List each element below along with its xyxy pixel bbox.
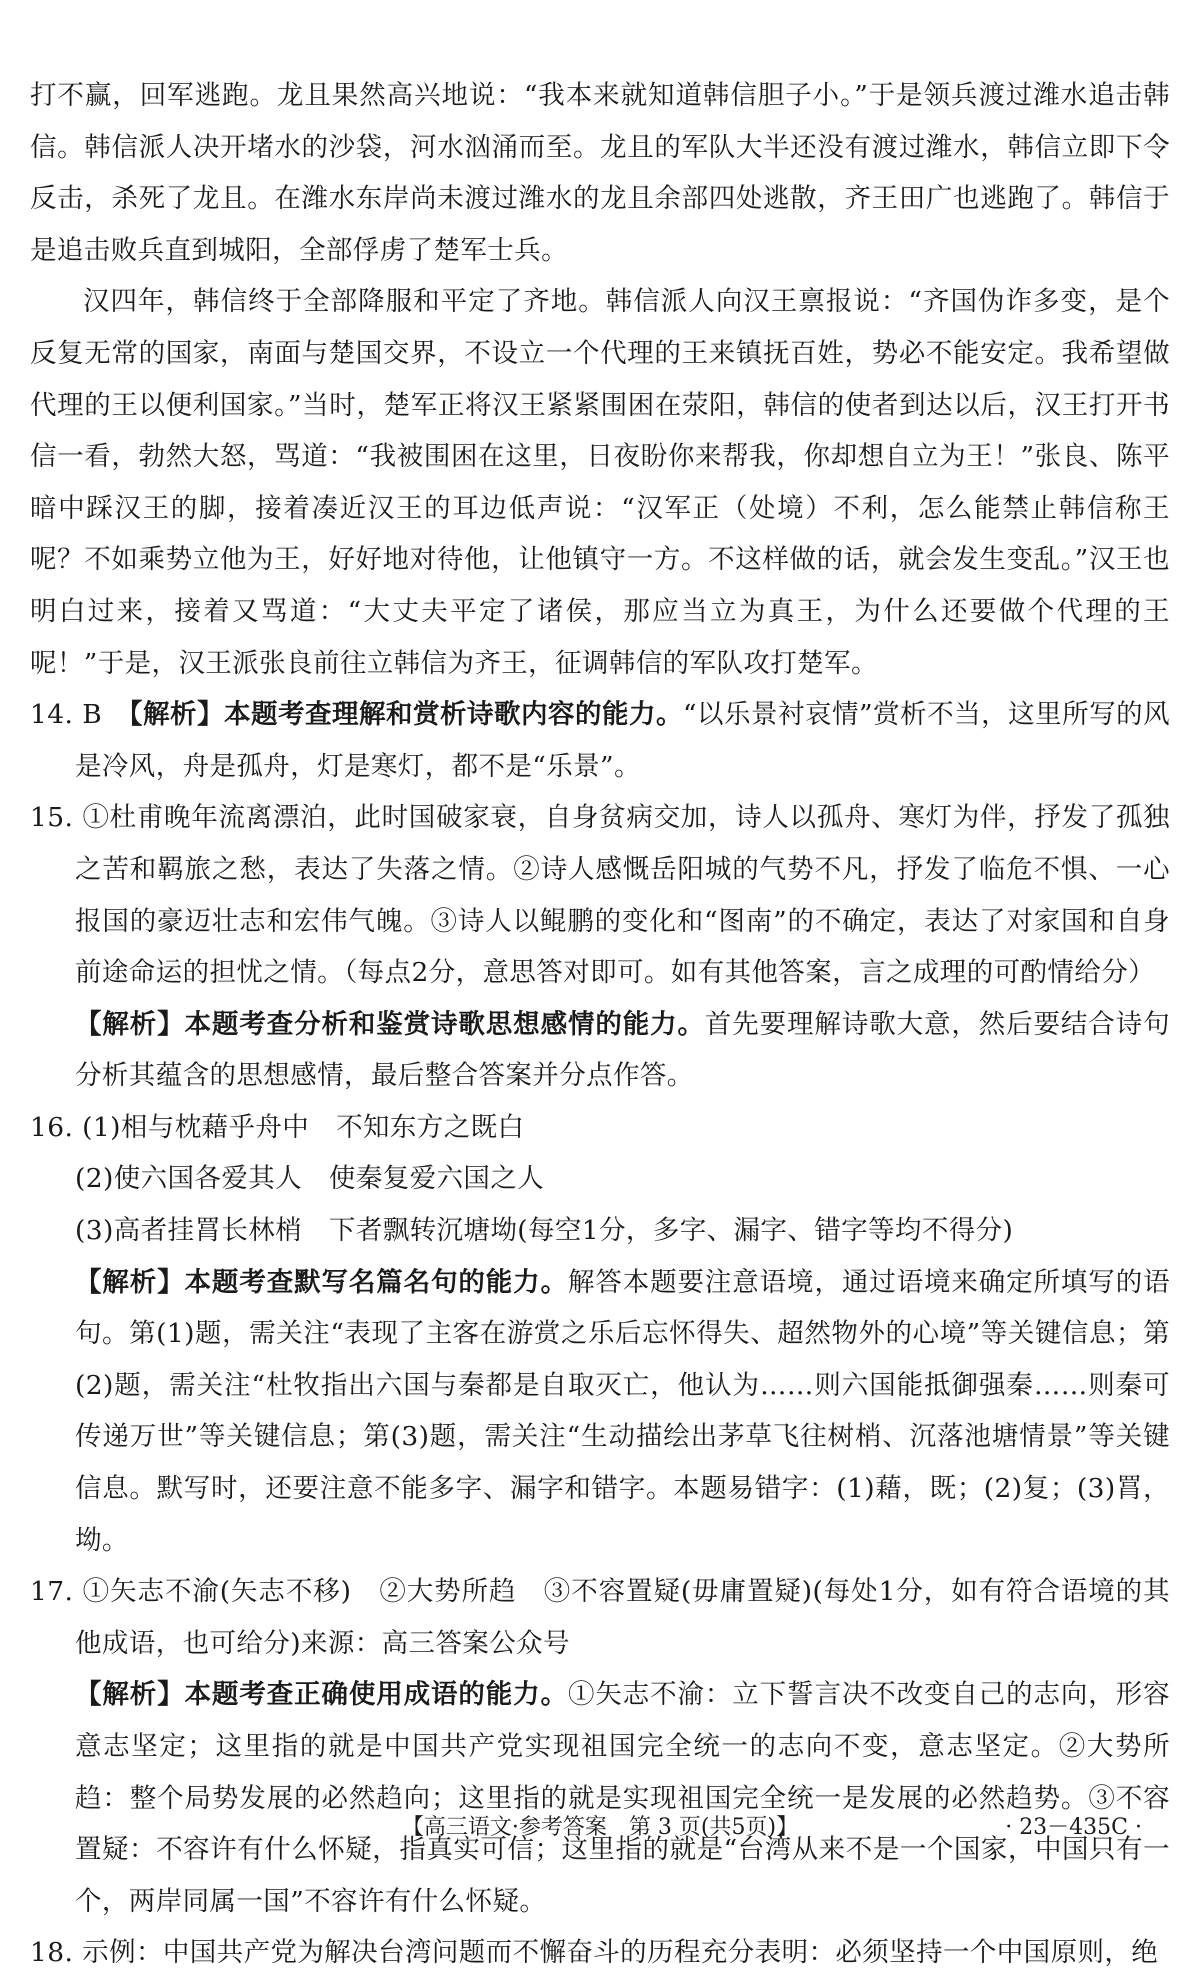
footer-code: · 23－435C · [1005,1815,1142,1840]
answer-18: 18. 示例：中国共产党为解决台湾问题而不懈奋斗的历程充分表明：必须坚持一个中国原则，绝 [30,1937,1159,1969]
analysis-text: 解答本题要注意语境，通过语境来确定所填写的语句。第(1)题，需关注“表现了主客在游赏之乐后忘怀得失、超然物外的心境”等关键信息；第(2)题，需关注“杜牧指出六国与秦都是自取灭亡，他认为……则六国能抵御强秦……则秦可传递万世”等关键信息；第(3)题，需关注“生动描绘出茅草飞往树梢、沉落池塘情景”等关键信息。默写时，还要注意不能多字、漏字和错字。本题易错字：(1)藉，既；(2)复；(3)罥，坳。 [75,1266,1170,1556]
answer-16-line: (2)使六国各爱其人 使秦复爱六国之人 [75,1163,545,1195]
analysis-tag: 【解析】 [75,1008,185,1040]
analysis-text: ①矢志不渝：立下誓言决不改变自己的志向，形容意志坚定；这里指的就是中国共产党实现祖国完全统一的志向不变，意志坚定。②大势所趋：整个局势发展的必然趋向；这里指的就是实现祖国完全统一是发展的必然趋势。③不容置疑：不容许有什么怀疑，指真实可信；这里指的就是“台湾从来不是一个国家，中国只有一个，两岸同属一国”不容许有什么怀疑。 [75,1679,1170,1917]
analysis-15 [30,999,1170,1102]
analysis-tag: 【解析】 [129,699,224,731]
answer-15: 15. ①杜甫晚年流离漂泊，此时国破家衰，自身贫病交加，诗人以孤舟、寒灯为伴，抒发了孤独之苦和羁旅之愁，表达了失落之情。②诗人感慨岳阳城的气势不凡，抒发了临危不惧、一心报国的豪迈壮志和宏伟气魄。③诗人以鲲鹏的变化和“图南”的不确定，表达了对家国和自身前途命运的担忧之情。（每点2分，意思答对即可。如有其他答案，言之成理的可酌情给分） [30,802,1170,989]
analysis-tag: 【解析】 [75,1679,185,1711]
answer-16-line: (3)高者挂罥长林梢 下者飘转沉塘坳(每空1分，多字、漏字、错字等均不得分) [75,1215,1014,1247]
analysis-bold: 本题考查默写名篇名句的能力。 [184,1266,568,1298]
translation-paragraph: 打不赢，回军逃跑。龙且果然高兴地说：“我本来就知道韩信胆子小。”于是领兵渡过潍水追击韩信。韩信派人决开堵水的沙袋，河水汹涌而至。龙且的军队大半还没有渡过潍水，韩信立即下令反击，杀死了龙且。在潍水东岸尚未渡过潍水的龙且余部四处逃散，齐王田广也逃跑了。韩信于是追击败兵直到城阳，全部俘虏了楚军士兵。 [30,80,1170,266]
translation-paragraph: 汉四年，韩信终于全部降服和平定了齐地。韩信派人向汉王禀报说：“齐国伪诈多变，是个反复无常的国家，南面与楚国交界，不设立一个代理的王来镇抚百姓，势必不能安定。我希望做代理的王以便利国家。”当时，楚军正将汉王紧紧围困在荥阳，韩信的使者到达以后，汉王打开书信一看，勃然大怒，骂道：“我被围困在这里，日夜盼你来帮我，你却想自立为王！”张良、陈平暗中踩汉王的脚，接着凑近汉王的耳边低声说：“汉军正（处境）不利，怎么能禁止韩信称王呢？不如乘势立他为王，好好地对待他，让他镇守一方。不这样做的话，就会发生变乱。”汉王也明白过来，接着又骂道：“大丈夫平定了诸侯，那应当立为真王，为什么还要做个代理的王呢！”于是，汉王派张良前往立韩信为齐王，征调韩信的军队攻打楚军。 [30,286,1170,679]
analysis-16 [30,1257,1170,1567]
analysis-17 [30,1669,1170,1927]
answer-14 [30,689,1170,792]
analysis-bold: 本题考查正确使用成语的能力。 [184,1679,568,1711]
analysis-text: 首先要理解诗歌大意，然后要结合诗句分析其蕴含的思想感情，最后整合答案并分点作答。 [75,1008,1170,1092]
analysis-text: “以乐景衬哀情”赏析不当，这里所写的风是冷风，舟是孤舟，灯是寒灯，都不是“乐景”。 [75,699,1170,782]
answer-17: 17. ①矢志不渝(矢志不移) ②大势所趋 ③不容置疑(毋庸置疑)(每处1分，如有符合语境的其他成语，也可给分)来源：高三答案公众号 [30,1576,1170,1659]
analysis-bold: 本题考查理解和赏析诗歌内容的能力。 [224,699,683,731]
footer-title: 【高三语文·参考答案 第 3 页(共5页)】 [401,1815,799,1840]
analysis-tag: 【解析】 [75,1266,185,1298]
answer-number: 14. B [30,699,103,731]
answer-16-line: 16. (1)相与枕藉乎舟中 不知东方之既白 [30,1111,525,1143]
analysis-bold: 本题考查分析和鉴赏诗歌思想感情的能力。 [184,1008,705,1040]
page-footer [0,1804,1200,1844]
page-content [30,70,1170,1979]
